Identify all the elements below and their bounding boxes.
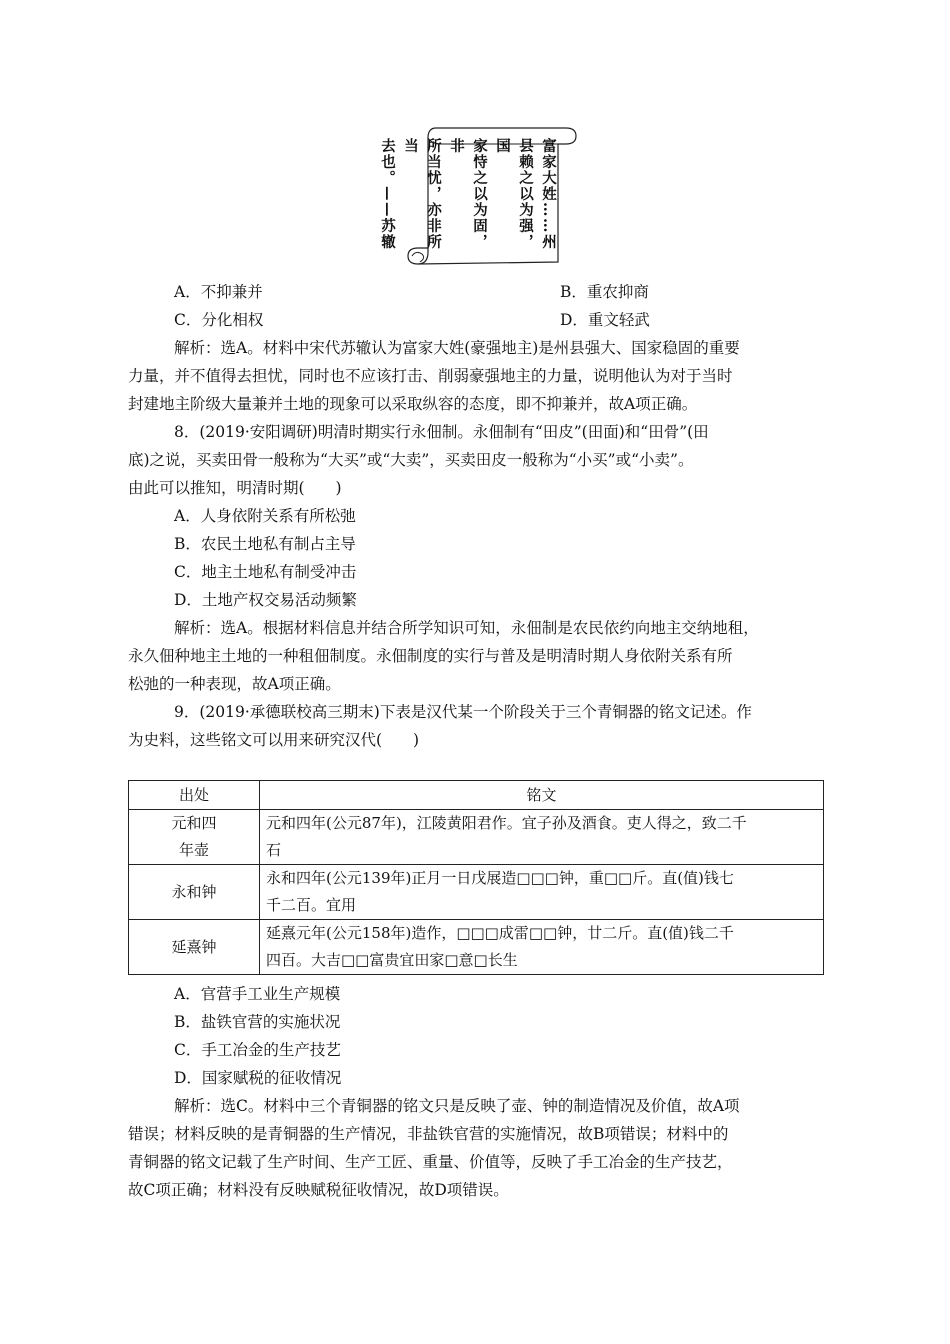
q8-option-d: D．土地产权交易活动频繁 xyxy=(174,591,357,609)
source-line: 元和四 xyxy=(171,814,217,832)
q8-analysis-line: 永久佃种地主土地的一种租佃制度。永佃制度的实行与普及是明清时期人身依附关系有所 xyxy=(128,647,733,665)
q8-stem-line: 由此可以推知，明清时期( ) xyxy=(128,479,342,497)
q7-analysis-line: 力量，并不值得去担忧，同时也不应该打击、削弱豪强地主的力量，说明他认为对于当时 xyxy=(128,367,733,385)
q9-stem-line: 9．(2019·承德联校高三期末)下表是汉代某一个阶段关于三个青铜器的铭文记述。作 xyxy=(174,703,752,721)
table-cell-inscription xyxy=(260,810,824,865)
table-header-source: 出处 xyxy=(129,781,260,810)
scroll-text xyxy=(379,138,560,262)
table-cell-source xyxy=(129,810,260,865)
q9-option-c: C．手工冶金的生产技艺 xyxy=(174,1041,341,1059)
inscription-line: 元和四年(公元87年)，江陵黄阳君作。宜子孙及酒食。吏人得之，致二千 xyxy=(266,814,747,832)
table-row xyxy=(129,865,824,920)
scroll-line: 去也。——苏辙 xyxy=(379,138,396,250)
q9-option-b: B．盐铁官营的实施状况 xyxy=(174,1013,341,1031)
scroll-line: 所当忧，亦非所当 xyxy=(402,138,442,250)
q7-analysis-line: 封建地主阶级大量兼并土地的现象可以采取纵容的态度，即不抑兼并，故A项正确。 xyxy=(128,395,698,413)
q9-analysis-line: 错误；材料反映的是青铜器的生产情况，非盐铁官营的实施情况，故B项错误；材料中的 xyxy=(128,1125,729,1143)
q9-analysis-line: 青铜器的铭文记载了生产时间、生产工匠、重量、价值等，反映了手工冶金的生产技艺， xyxy=(128,1153,733,1171)
table-cell-inscription xyxy=(260,920,824,975)
q7-option-b: B．重农抑商 xyxy=(560,283,649,301)
table-cell-source: 永和钟 xyxy=(129,865,260,920)
table-row xyxy=(129,920,824,975)
scroll-line: 县赖之以为强，国 xyxy=(494,138,534,250)
inscription-line: 四百。大吉□□富贵宜田家□意□长生 xyxy=(266,951,518,969)
table-header-row xyxy=(129,781,824,810)
inscription-table xyxy=(128,780,824,975)
scroll-line: 家恃之以为固，非 xyxy=(448,138,488,250)
q8-stem-line: 8．(2019·安阳调研)明清时期实行永佃制。永佃制有“田皮”(田面)和“田骨”(田 xyxy=(174,423,709,441)
q8-option-a: A．人身依附关系有所松弛 xyxy=(174,507,356,525)
q9-analysis-line: 解析：选C。材料中三个青铜器的铭文只是反映了壶、钟的制造情况及价值，故A项 xyxy=(174,1097,740,1115)
table-cell-inscription xyxy=(260,865,824,920)
q7-option-d: D．重文轻武 xyxy=(560,311,650,329)
q7-analysis-line: 解析：选A。材料中宋代苏辙认为富家大姓(豪强地主)是州县强大、国家稳固的重要 xyxy=(174,339,740,357)
table-row xyxy=(129,810,824,865)
table-cell-source: 延熹钟 xyxy=(129,920,260,975)
q8-stem-line: 底)之说，买卖田骨一般称为“大买”或“大卖”，买卖田皮一般称为“小买”或“小卖”。 xyxy=(128,451,694,469)
q8-analysis-line: 松弛的一种表现，故A项正确。 xyxy=(128,675,341,693)
source-line: 年壶 xyxy=(178,841,209,859)
q9-stem-line: 为史料，这些铭文可以用来研究汉代( ) xyxy=(128,731,420,749)
inscription-line: 永和四年(公元139年)正月一日戊展造□□□钟，重□□斤。直(值)钱七 xyxy=(266,869,734,887)
table-header-inscription: 铭文 xyxy=(260,781,824,810)
q9-analysis-line: 故C项正确；材料没有反映赋税征收情况，故D项错误。 xyxy=(128,1181,509,1199)
q7-option-a: A．不抑兼并 xyxy=(174,283,263,301)
inscription-line: 延熹元年(公元158年)造作，□□□成雷□□钟，廿二斤。直(值)钱二千 xyxy=(266,924,734,942)
q9-option-a: A．官营手工业生产规模 xyxy=(174,985,341,1003)
scroll-line: 富家大姓……州 xyxy=(540,138,557,250)
scroll-quote xyxy=(379,124,578,272)
q8-analysis-line: 解析：选A。根据材料信息并结合所学知识可知，永佃制是农民依约向地主交纳地租， xyxy=(174,619,759,637)
inscription-line: 石 xyxy=(266,841,282,859)
q9-option-d: D．国家赋税的征收情况 xyxy=(174,1069,342,1087)
inscription-line: 千二百。宜用 xyxy=(266,896,357,914)
q7-option-c: C．分化相权 xyxy=(174,311,264,329)
q8-option-b: B．农民土地私有制占主导 xyxy=(174,535,356,553)
q8-option-c: C．地主土地私有制受冲击 xyxy=(174,563,357,581)
